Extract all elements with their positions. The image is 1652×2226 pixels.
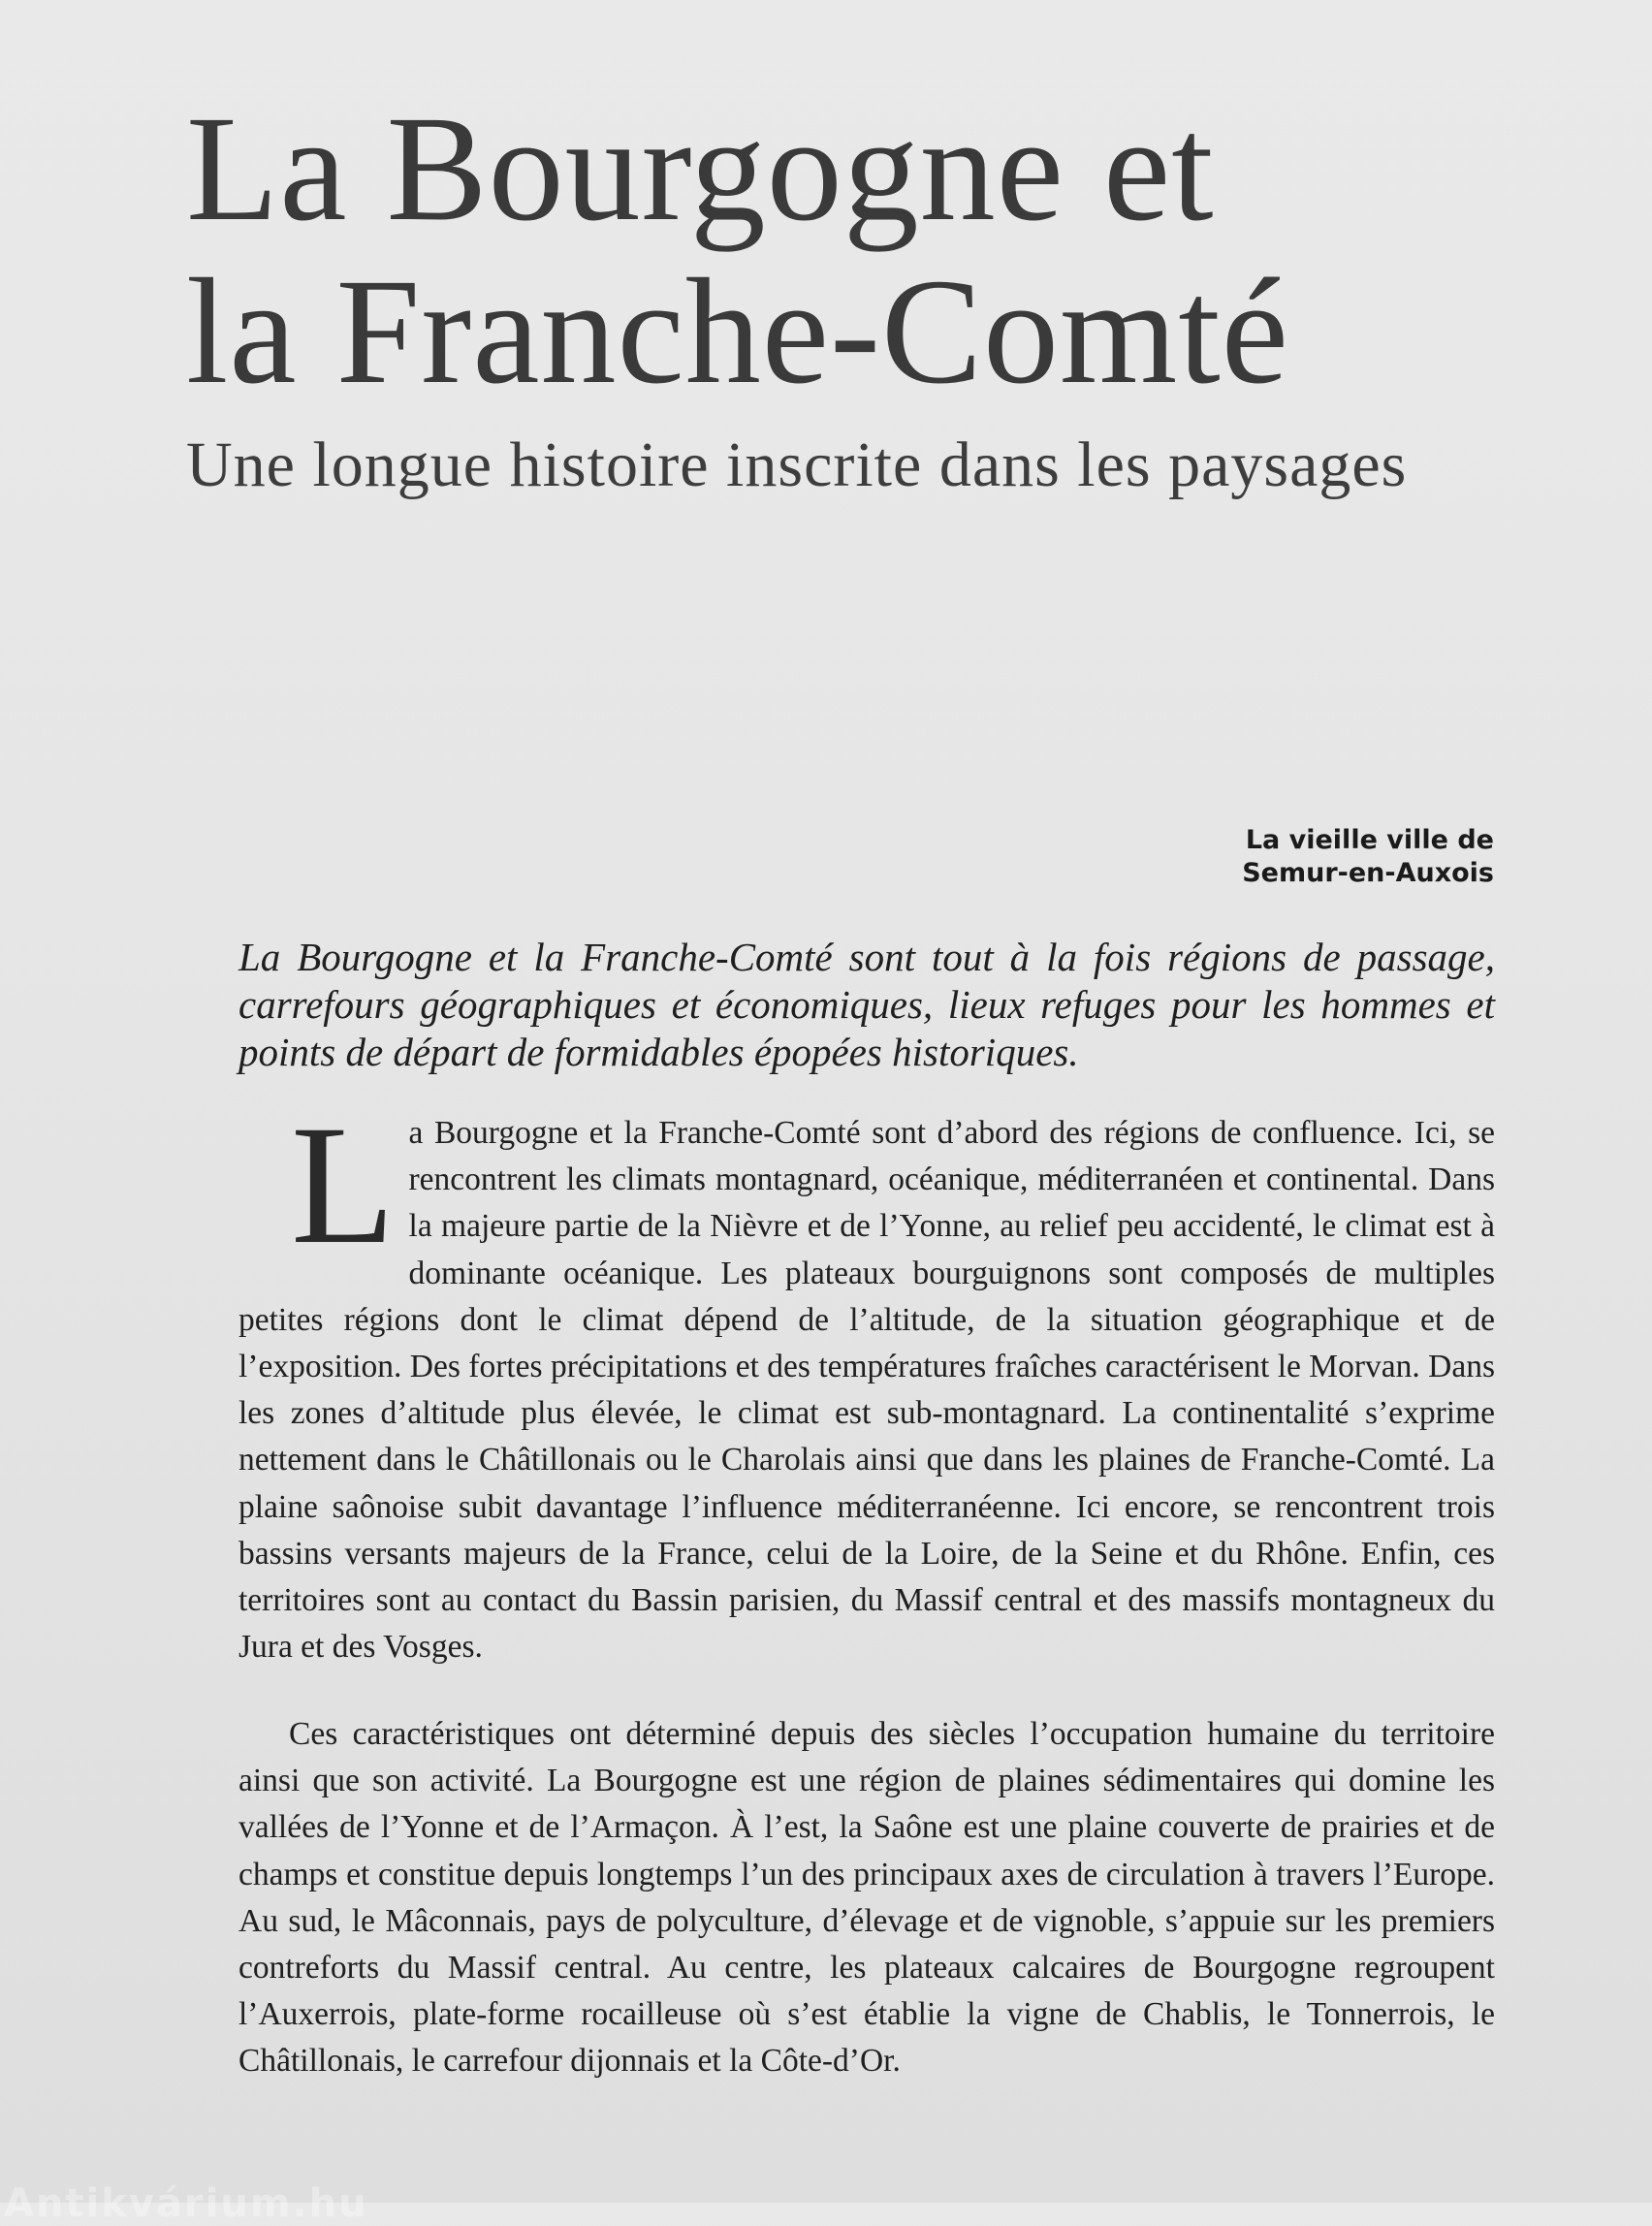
caption-line-2: Semur-en-Auxois (1242, 858, 1494, 888)
body-paragraph-1 (238, 1091, 1495, 1670)
intro-paragraph: La Bourgogne et la Franche-Comté sont tout à la fois régions de passage, carrefours géographiques et économiques, lieux refuges pour les hommes et points de départ de formidables épopées historiques. (238, 935, 1495, 1074)
page-subtitle: Une longue histoire inscrite dans les paysages (186, 429, 1408, 500)
drop-cap: L (291, 1091, 396, 1280)
watermark: Antikvárium.hu (4, 2181, 368, 2226)
title-line-2: la Franche-Comté (186, 247, 1289, 415)
photo-caption (1009, 824, 1494, 890)
body-paragraph-1-text: a Bourgogne et la Franche-Comté sont d’abord des régions de confluence. Ici, se rencontrent les climats montagnard, océanique, méditerranéen et continental. Dans la majeure partie de la Nièvre et de l’Yonne, au relief peu accidenté, le climat est à dominante océanique. Les plateaux bourguignons sont composés de multiples petites régions dont le climat dépend de l’altitude, de la situation géographique et de l’exposition. Des fortes précipitations et des températures fraîches caractérisent le Morvan. Dans les zones d’altitude plus élevée, le climat est sub-montagnard. La continentalité s’exprime nettement dans le Châtillonais ou le Charolais ainsi que dans les plaines de Franche-Comté. La plaine saônoise subit davantage l’influence méditerranéenne. Ici encore, se rencontrent trois bassins versants majeurs de la France, celui de la Loire, de la Seine et du Rhône. Enfin, ces territoires sont au contact du Bassin parisien, du Massif central et des massifs montagneux du Jura et des Vosges. (238, 1115, 1495, 1666)
page-title (186, 84, 1446, 415)
body-paragraph-2: Ces caractéristiques ont déterminé depuis des siècles l’occupation humaine du territoire ainsi que son activité. La Bourgogne est une région de plaines sédimentaires qui domine les vallées de l’Yonne et de l’Armaçon. À l’est, la Saône est une plaine couverte de prairies et de champs et constitue depuis longtemps l’un des principaux axes de circulation à travers l’Europe. Au sud, le Mâconnais, pays de polyculture, d’élevage et de vignoble, s’appuie sur les premiers contreforts du Massif central. Au centre, les plateaux calcaires de Bourgogne regroupent l’Auxerrois, plate-forme rocailleuse où s’est établie la vigne de Chablis, le Tonnerrois, le Châtillonais, le carrefour dijonnais et la Côte-d’Or. (238, 1716, 1495, 2080)
title-line-1: La Bourgogne et (186, 84, 1215, 252)
caption-line-1: La vieille ville de (1245, 825, 1494, 855)
